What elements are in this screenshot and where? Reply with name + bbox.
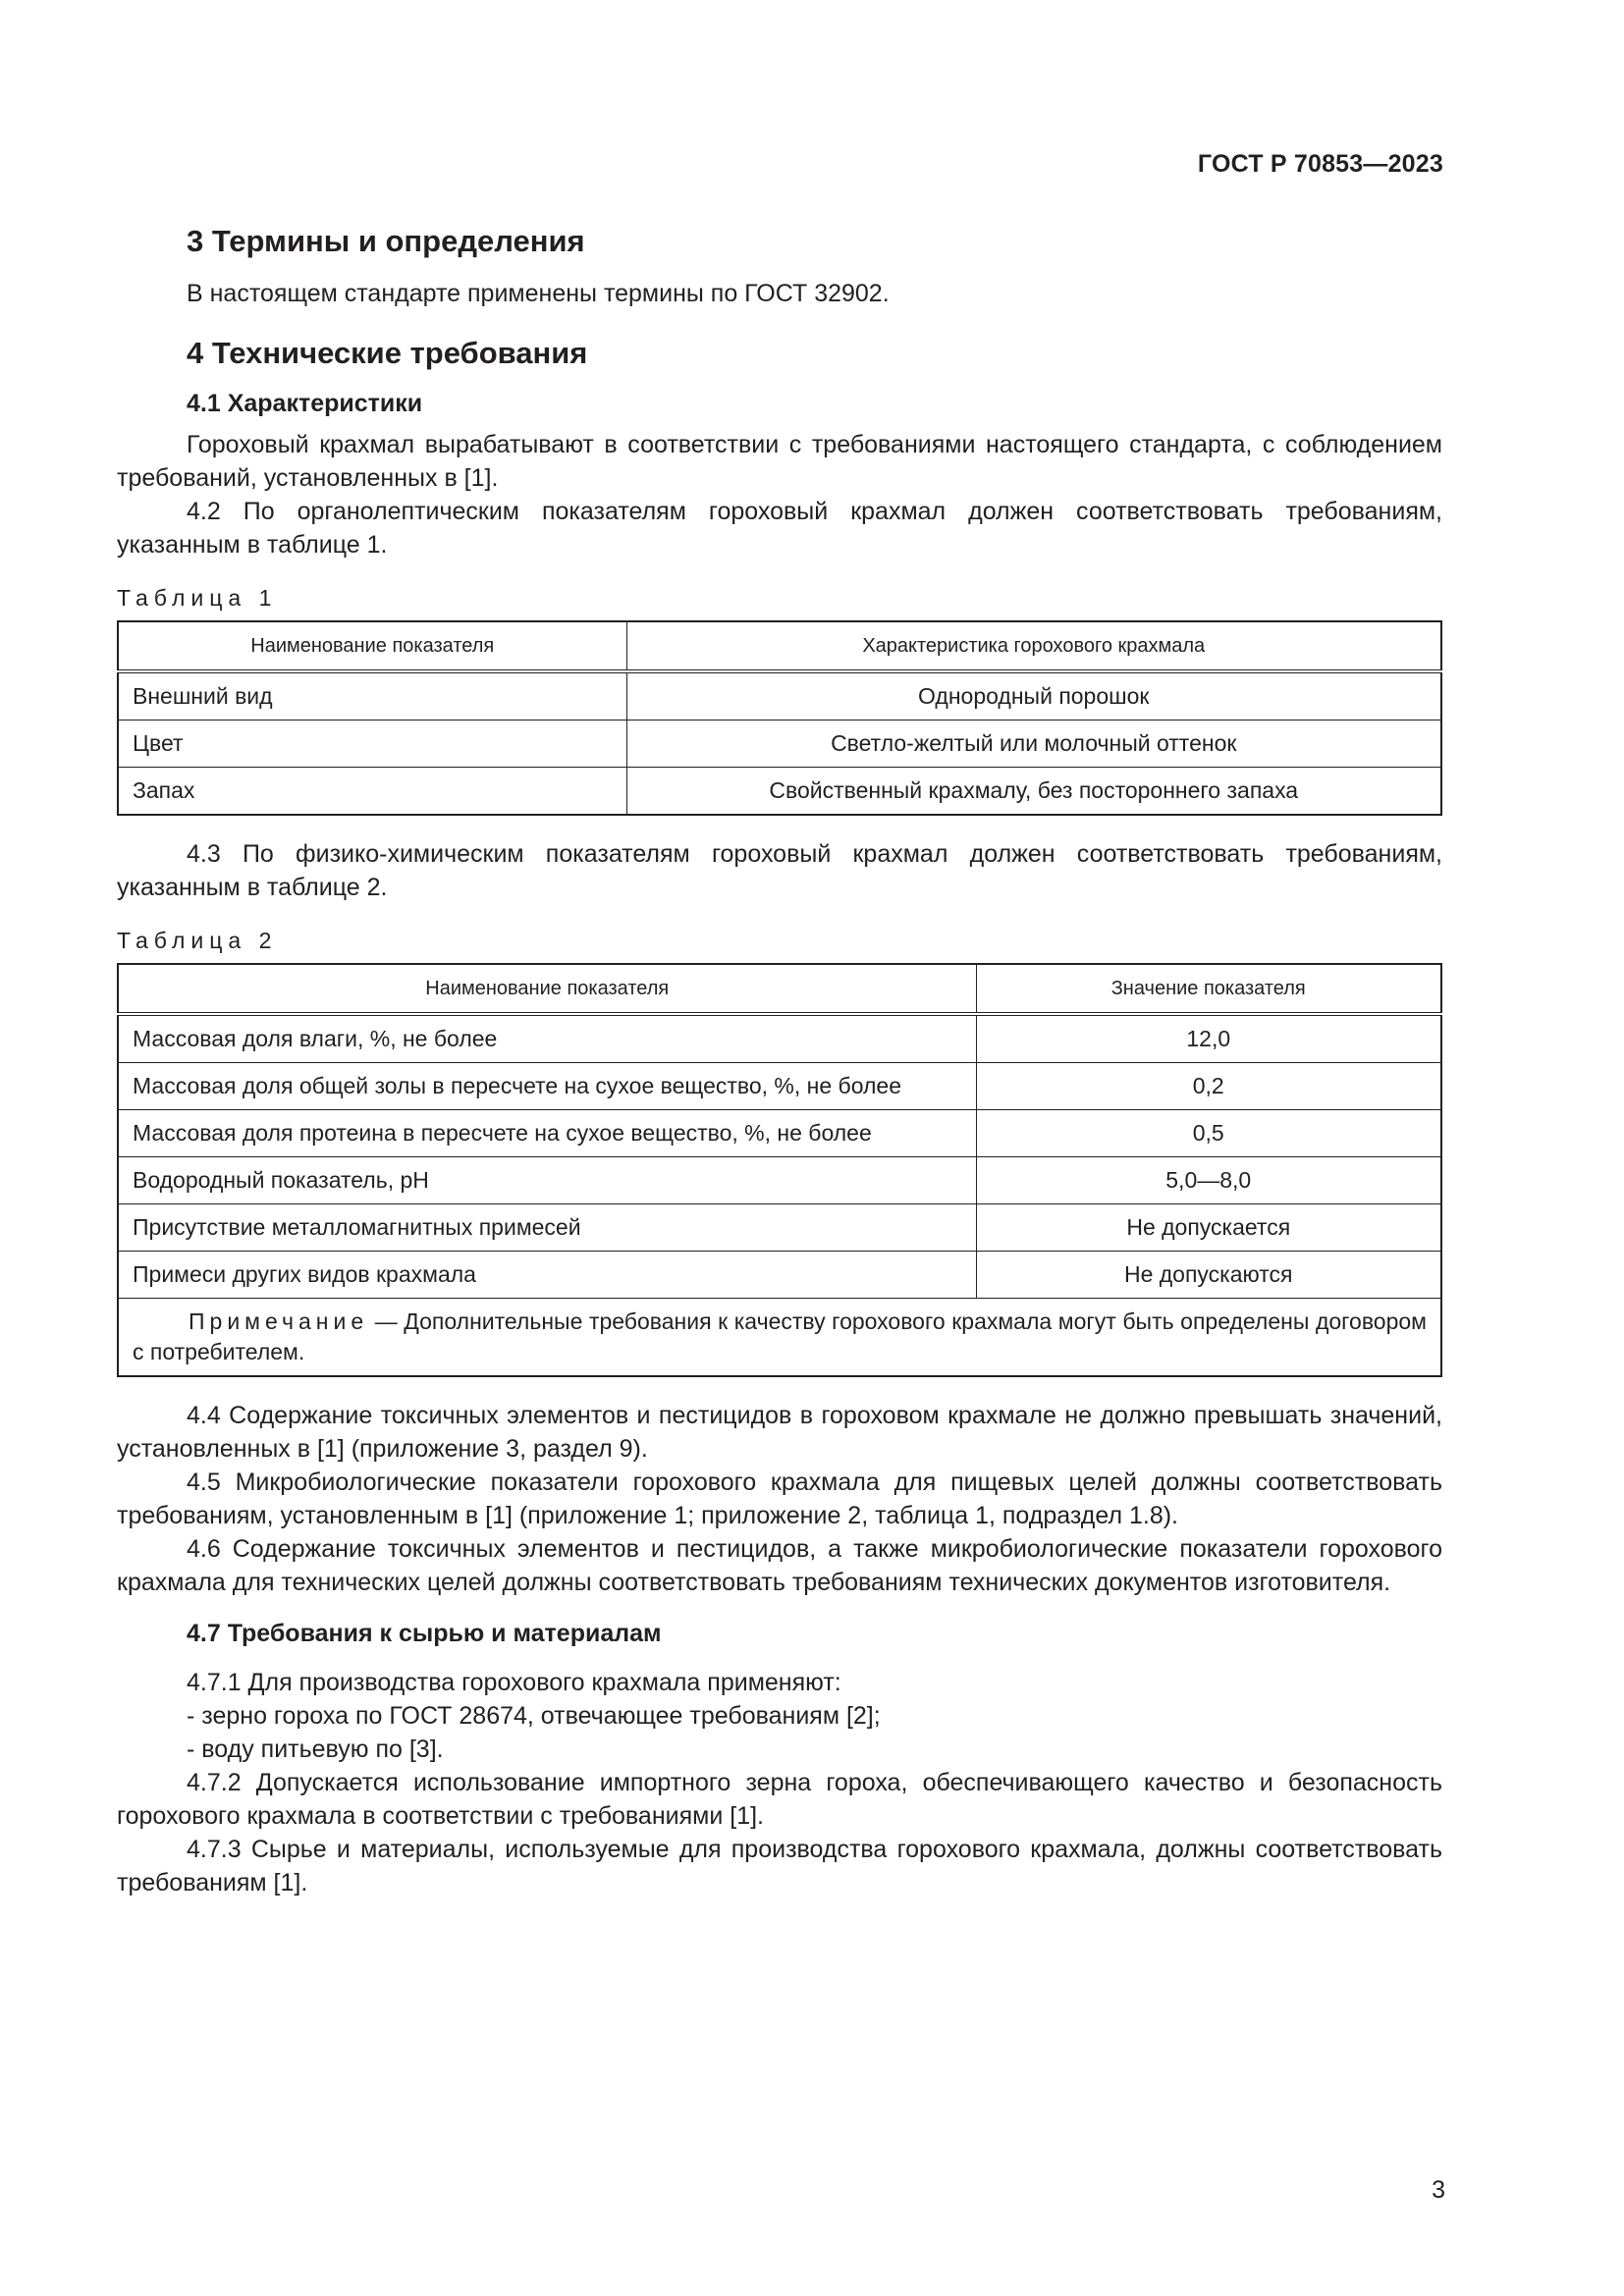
page-number: 3 xyxy=(1432,2176,1445,2204)
paragraph-4-7-1: 4.7.1 Для производства горохового крахмала применяют: xyxy=(187,1669,841,1696)
table-cell: Массовая доля протеина в пересчете на сухое вещество, %, не более xyxy=(118,1110,976,1157)
table-cell: Запах xyxy=(118,768,626,816)
table-cell: Не допускаются xyxy=(976,1252,1441,1299)
paragraph-4-5: 4.5 Микробиологические показатели горохового крахмала для пищевых целей должны соответствовать требованиям, установленным в [1] (приложение 1; приложение 2, таблица 1, подраздел 1.8). xyxy=(117,1468,1442,1529)
table-2 xyxy=(117,963,1442,1377)
list-item: - воду питьевую по [3]. xyxy=(187,1735,444,1763)
table-row xyxy=(118,671,1441,721)
paragraph-4-4: 4.4 Содержание токсичных элементов и пестицидов в гороховом крахмале не должно превышать значений, установленных в [1] (приложение 3, раздел 9). xyxy=(117,1402,1442,1463)
table-cell: Светло-желтый или молочный оттенок xyxy=(626,721,1441,768)
table-row xyxy=(118,1014,1441,1063)
table-cell: 5,0—8,0 xyxy=(976,1157,1441,1204)
table-header-cell: Наименование показателя xyxy=(118,621,626,671)
table-cell: Водородный показатель, pH xyxy=(118,1157,976,1204)
table-row xyxy=(118,1063,1441,1110)
table-cell: Цвет xyxy=(118,721,626,768)
paragraph-4-6: 4.6 Содержание токсичных элементов и пестицидов, а также микробиологические показатели горохового крахмала для технических целей должны соответствовать требованиям технических документов изготовителя. xyxy=(117,1535,1442,1596)
subsection-4-7-title: 4.7 Требования к сырью и материалам xyxy=(187,1620,662,1647)
table-cell: Внешний вид xyxy=(118,671,626,721)
table-header-row xyxy=(118,964,1441,1014)
table-note-row xyxy=(118,1299,1441,1377)
table-header-cell: Значение показателя xyxy=(976,964,1441,1014)
section-3-title: 3 Термины и определения xyxy=(187,224,585,258)
table-cell: Массовая доля влаги, %, не более xyxy=(118,1014,976,1063)
note-text: — Дополнительные требования к качеству горохового крахмала могут быть определены договором с потребителем. xyxy=(133,1308,1427,1364)
table-cell: 0,2 xyxy=(976,1063,1441,1110)
table-row xyxy=(118,1110,1441,1157)
table-cell: Примеси других видов крахмала xyxy=(118,1252,976,1299)
subsection-4-1-title: 4.1 Характеристики xyxy=(187,390,423,417)
table-row xyxy=(118,721,1441,768)
note-label: Примечание xyxy=(189,1308,369,1334)
table-cell: Свойственный крахмалу, без постороннего запаха xyxy=(626,768,1441,816)
table-cell: Массовая доля общей золы в пересчете на сухое вещество, %, не более xyxy=(118,1063,976,1110)
table-2-caption: Таблица 2 xyxy=(117,928,278,953)
table-cell: 0,5 xyxy=(976,1110,1441,1157)
table-row xyxy=(118,1157,1441,1204)
table-cell: Не допускается xyxy=(976,1204,1441,1252)
list-item: - зерно гороха по ГОСТ 28674, отвечающее требованиям [2]; xyxy=(187,1702,881,1730)
table-1 xyxy=(117,620,1442,816)
paragraph-4-2: 4.2 По органолептическим показателям гороховый крахмал должен соответствовать требованиям, указанным в таблице 1. xyxy=(117,498,1442,559)
document-code: ГОСТ Р 70853—2023 xyxy=(1197,150,1443,178)
paragraph-4-7-3: 4.7.3 Сырье и материалы, используемые для производства горохового крахмала, должны соответствовать требованиям [1]. xyxy=(117,1836,1442,1896)
paragraph-4-1: Гороховый крахмал вырабатывают в соответствии с требованиями настоящего стандарта, с соблюдением требований, установленных в [1]. xyxy=(117,431,1442,492)
table-row xyxy=(118,1204,1441,1252)
table-1-caption: Таблица 1 xyxy=(117,585,278,611)
table-cell: Присутствие металломагнитных примесей xyxy=(118,1204,976,1252)
page-content xyxy=(117,220,1442,1899)
table-header-cell: Характеристика горохового крахмала xyxy=(626,621,1441,671)
table-header-cell: Наименование показателя xyxy=(118,964,976,1014)
table-note xyxy=(118,1299,1441,1377)
section-3-text: В настоящем стандарте применены термины по ГОСТ 32902. xyxy=(187,280,890,307)
table-header-row xyxy=(118,621,1441,671)
table-row xyxy=(118,1252,1441,1299)
table-cell: 12,0 xyxy=(976,1014,1441,1063)
paragraph-4-3: 4.3 По физико-химическим показателям гороховый крахмал должен соответствовать требованиям, указанным в таблице 2. xyxy=(117,840,1442,901)
table-row xyxy=(118,768,1441,816)
section-4-title: 4 Технические требования xyxy=(187,336,588,370)
paragraph-4-7-2: 4.7.2 Допускается использование импортного зерна гороха, обеспечивающего качество и безопасность горохового крахмала в соответствии с требованиями [1]. xyxy=(117,1769,1442,1830)
table-cell: Однородный порошок xyxy=(626,671,1441,721)
